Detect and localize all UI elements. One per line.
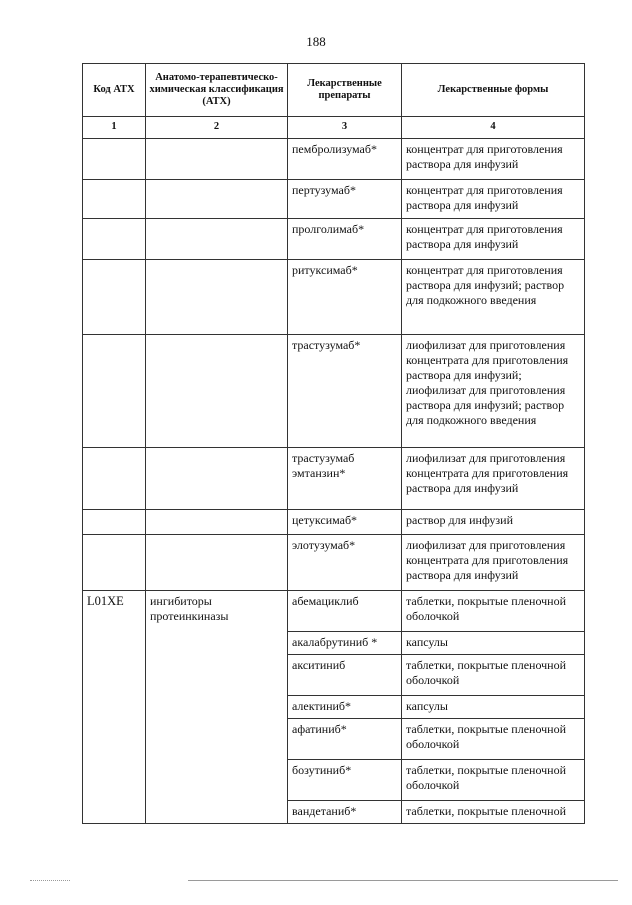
- classification-cell: [146, 219, 288, 260]
- drug-cell: бозутиниб*: [288, 760, 402, 801]
- atx-code-cell: [83, 535, 146, 591]
- forms-cell: капсулы: [402, 696, 585, 719]
- classification-cell: [146, 260, 288, 335]
- header-code: Код АТХ: [83, 64, 146, 117]
- classification-cell: [146, 510, 288, 535]
- column-number: 2: [146, 117, 288, 139]
- forms-cell: лиофилизат для приготовления концентрата для приготовления раствора для инфузий: [402, 448, 585, 510]
- drug-cell: вандетаниб*: [288, 801, 402, 824]
- forms-cell: раствор для инфузий: [402, 510, 585, 535]
- classification-cell: [146, 180, 288, 219]
- table-row: [83, 591, 585, 632]
- scan-edge-line: [30, 880, 70, 881]
- drug-cell: алектиниб*: [288, 696, 402, 719]
- atx-code-cell: [83, 335, 146, 448]
- drug-cell: ритуксимаб*: [288, 260, 402, 335]
- forms-cell: таблетки, покрытые пленочной оболочкой: [402, 719, 585, 760]
- forms-cell: концентрат для приготовления раствора для инфузий; раствор для подкожного введения: [402, 260, 585, 335]
- table-row: [83, 180, 585, 219]
- table-row: [83, 510, 585, 535]
- forms-cell: капсулы: [402, 632, 585, 655]
- column-number: 3: [288, 117, 402, 139]
- atx-code-cell: L01XE: [83, 591, 146, 824]
- table-row: [83, 260, 585, 335]
- forms-cell: таблетки, покрытые пленочной оболочкой: [402, 655, 585, 696]
- forms-cell: концентрат для приготовления раствора для инфузий: [402, 139, 585, 180]
- drug-cell: элотузумаб*: [288, 535, 402, 591]
- forms-cell: лиофилизат для приготовления концентрата для приготовления раствора для инфузий: [402, 535, 585, 591]
- atx-code-cell: [83, 139, 146, 180]
- table-row: [83, 139, 585, 180]
- column-number-row: [83, 117, 585, 139]
- classification-cell: [146, 335, 288, 448]
- atx-code-cell: [83, 448, 146, 510]
- drug-cell: трастузумаб эмтанзин*: [288, 448, 402, 510]
- atx-code-cell: [83, 180, 146, 219]
- header-classification: Анатомо-терапевтическо-химическая классификация (АТХ): [146, 64, 288, 117]
- forms-cell: концентрат для приготовления раствора для инфузий: [402, 180, 585, 219]
- table-row: [83, 219, 585, 260]
- drug-cell: афатиниб*: [288, 719, 402, 760]
- drug-cell: цетуксимаб*: [288, 510, 402, 535]
- atx-code-cell: [83, 260, 146, 335]
- page-number: 188: [306, 34, 326, 49]
- atx-code-cell: [83, 510, 146, 535]
- forms-cell: таблетки, покрытые пленочной оболочкой: [402, 760, 585, 801]
- header-drugs: Лекарственные препараты: [288, 64, 402, 117]
- drug-cell: акалабрутиниб *: [288, 632, 402, 655]
- classification-cell: [146, 139, 288, 180]
- header-forms: Лекарственные формы: [402, 64, 585, 117]
- scan-edge-line: [188, 880, 618, 881]
- table-row: [83, 335, 585, 448]
- table-header-row: [83, 64, 585, 117]
- classification-cell: [146, 448, 288, 510]
- drug-cell: пембролизумаб*: [288, 139, 402, 180]
- classification-cell: [146, 535, 288, 591]
- drug-cell: пертузумаб*: [288, 180, 402, 219]
- column-number: 1: [83, 117, 146, 139]
- table-row: [83, 448, 585, 510]
- drug-cell: трастузумаб*: [288, 335, 402, 448]
- forms-cell: таблетки, покрытые пленочной оболочкой: [402, 591, 585, 632]
- drug-cell: акситиниб: [288, 655, 402, 696]
- atx-classification-table: [82, 63, 585, 824]
- forms-cell: концентрат для приготовления раствора для инфузий: [402, 219, 585, 260]
- table-row: [83, 535, 585, 591]
- drug-cell: абемациклиб: [288, 591, 402, 632]
- column-number: 4: [402, 117, 585, 139]
- forms-cell: лиофилизат для приготовления концентрата для приготовления раствора для инфузий; лиофилизат для приготовления раствора для инфузий; раствор для подкожного введения: [402, 335, 585, 448]
- classification-cell: ингибиторы протеинкиназы: [146, 591, 288, 824]
- atx-code-cell: [83, 219, 146, 260]
- drug-cell: пролголимаб*: [288, 219, 402, 260]
- forms-cell: таблетки, покрытые пленочной: [402, 801, 585, 824]
